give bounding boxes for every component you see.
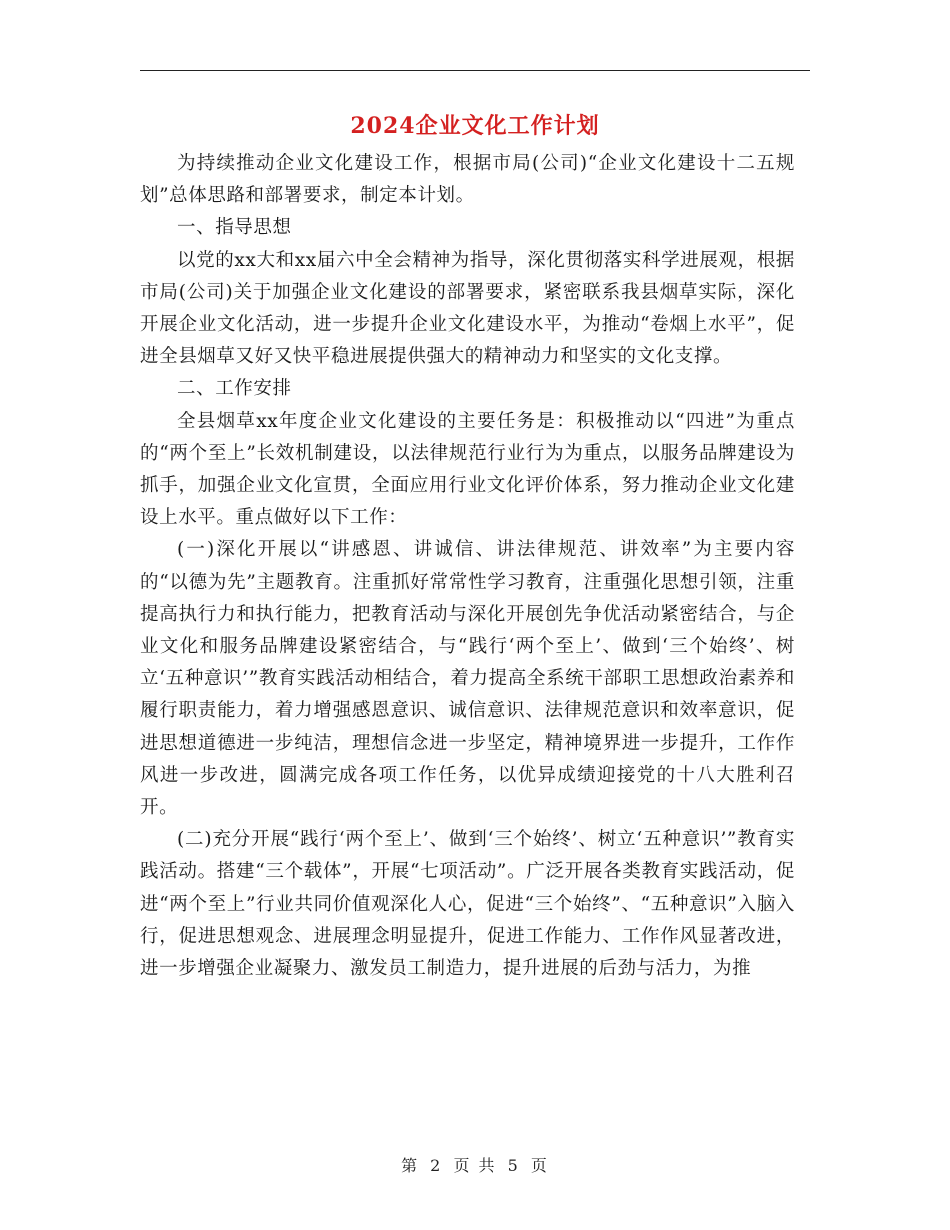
header-rule bbox=[140, 70, 810, 71]
footer-prefix: 第 bbox=[401, 1156, 420, 1175]
guiding-thought-paragraph: 以党的xx大和xx届六中全会精神为指导，深化贯彻落实科学进展观，根据市局(公司)关于加强企业文化建设的部署要求，紧密联系我县烟草实际，深化开展企业文化活动，进一步提升企业文化建设水平，为推动“卷烟上水平”，促进全县烟草又好又快平稳进展提供强大的精神动力和坚实的文化支撑。 bbox=[140, 249, 795, 368]
page-footer bbox=[0, 1153, 950, 1176]
document-body bbox=[140, 148, 795, 985]
intro-paragraph: 为持续推动企业文化建设工作，根据市局(公司)“企业文化建设十二五规划”总体思路和部署要求，制定本计划。 bbox=[140, 153, 795, 207]
footer-total-pages: 5 bbox=[507, 1156, 520, 1175]
item-1-paragraph: (一)深化开展以“讲感恩、讲诚信、讲法律规范、讲效率”为主要内容的“以德为先”主题教育。注重抓好常常性学习教育，注重强化思想引领，注重提高执行力和执行能力，把教育活动与深化开展创先争优活动紧密结合，与企业文化和服务品牌建设紧密结合，与“践行‘两个至上’、做到‘三个始终’、树立‘五种意识’”教育实践活动相结合，着力提高全系统干部职工思想政治素养和履行职责能力，着力增强感恩意识、诚信意识、法律规范意识和效率意识，促进思想道德进一步纯洁，理想信念进一步坚定，精神境界进一步提升，工作作风进一步改进，圆满完成各项工作任务，以优异成绩迎接党的十八大胜利召开。 bbox=[140, 539, 795, 819]
footer-page-number: 2 bbox=[430, 1156, 443, 1175]
work-plan-paragraph: 全县烟草xx年度企业文化建设的主要任务是：积极推动以“四进”为重点的“两个至上”长效机制建设，以法律规范行业行为为重点，以服务品牌建设为抓手，加强企业文化宣贯，全面应用行业文化评价体系，努力推动企业文化建设上水平。重点做好以下工作： bbox=[140, 410, 795, 529]
footer-suffix: 页 bbox=[530, 1156, 549, 1175]
document-title: 2024企业文化工作计划 bbox=[350, 113, 600, 139]
section-heading-1: 一、指导思想 bbox=[177, 217, 292, 239]
section-heading-2: 二、工作安排 bbox=[177, 378, 292, 400]
item-2-paragraph: (二)充分开展“践行‘两个至上’、做到‘三个始终’、树立‘五种意识’”教育实践活动。搭建“三个载体”，开展“七项活动”。广泛开展各类教育实践活动，促进“两个至上”行业共同价值观深化人心，促进“三个始终”、“五种意识”入脑入行，促进思想观念、进展理念明显提升，促进工作能力、工作作风显著改进，进一步增强企业凝聚力、激发员工制造力，提升进展的后劲与活力，为推 bbox=[140, 829, 795, 980]
footer-mid: 页 共 bbox=[453, 1156, 497, 1175]
